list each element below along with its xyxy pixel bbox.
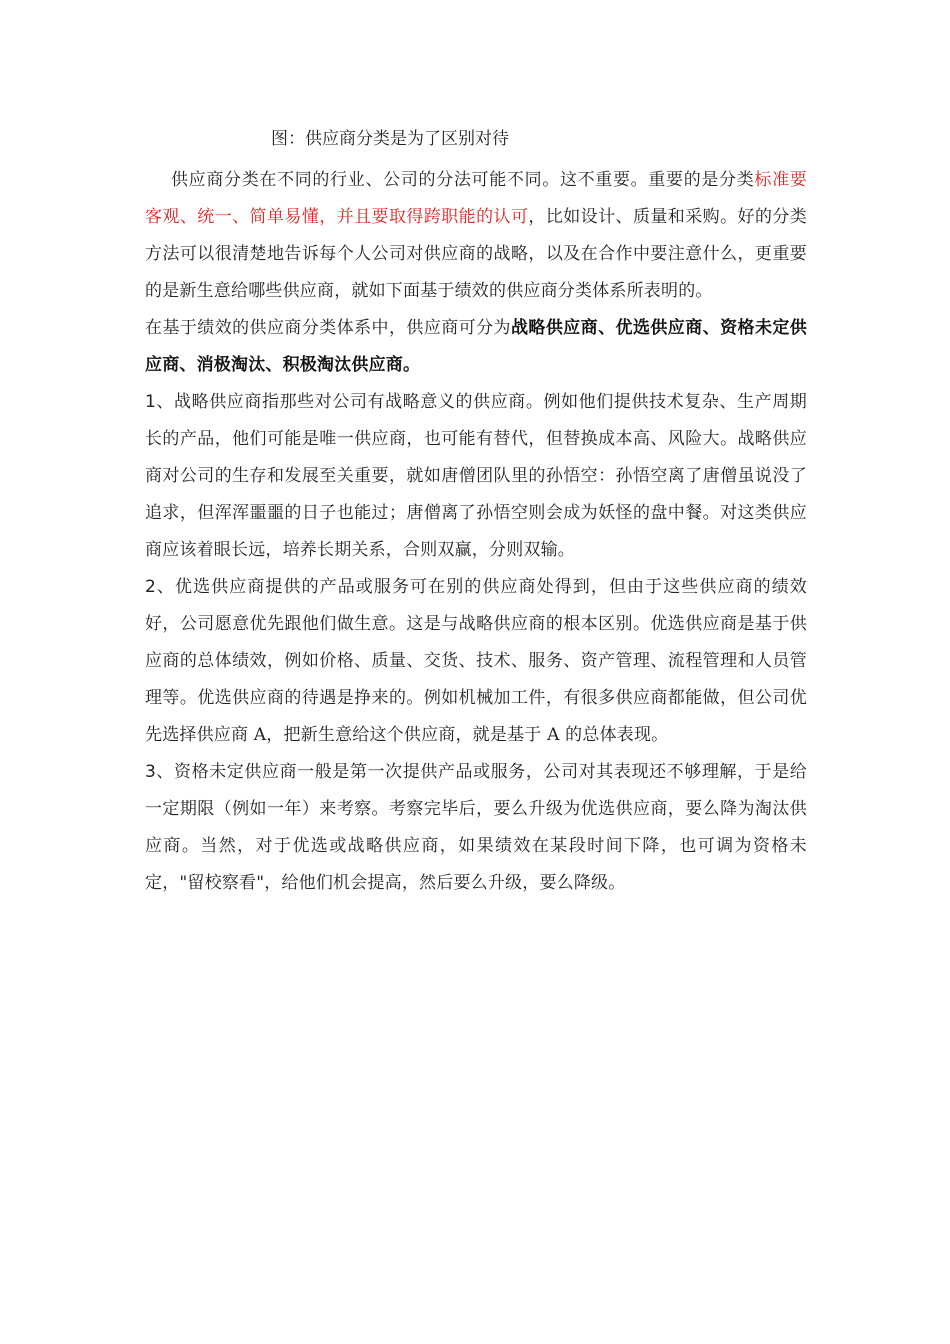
bold-text: 战略供应商、优选供应商、资格未定供应商、消极淘汰、积极淘汰供应商。 (145, 318, 807, 375)
highlighted-text: 标准要客观、统一、简单易懂，并且要取得跨职能的认可 (145, 170, 807, 227)
document-body (145, 124, 807, 902)
list-item-unqualified-supplier (145, 754, 807, 902)
list-item-preferred-supplier (145, 569, 807, 754)
item-number: 1、 (145, 392, 175, 412)
item-text: 战略供应商指那些对公司有战略意义的供应商。例如他们提供技术复杂、生产周期长的产品，他们可能是唯一供应商，也可能有替代，但替换成本高、风险大。战略供应商对公司的生存和发展至关重要，就如唐僧团队里的孙悟空：孙悟空离了唐僧虽说没了追求，但浑浑噩噩的日子也能过；唐僧离了孙悟空则会成为妖怪的盘中餐。对这类供应商应该着眼长远，培养长期关系，合则双赢，分则双输。 (145, 392, 808, 560)
text-segment: 供应商分类在不同的行业、公司的分法可能不同。这不重要。重要的是分类 (171, 170, 755, 190)
figure-caption: 图：供应商分类是为了区别对待 (271, 129, 509, 149)
text-segment: 在基于绩效的供应商分类体系中，供应商可分为 (145, 318, 511, 338)
list-item-strategic-supplier (145, 384, 807, 569)
item-text: 优选供应商提供的产品或服务可在别的供应商处得到，但由于这些供应商的绩效好，公司愿意优先跟他们做生意。这是与战略供应商的根本区别。优选供应商是基于供应商的总体绩效，例如价格、质量、交货、技术、服务、资产管理、流程管理和人员管理等。优选供应商的待遇是挣来的。例如机械加工件，有很多供应商都能做，但公司优先选择供应商 A，把新生意给这个供应商，就是基于 A 的总体表现。 (145, 577, 807, 745)
item-number: 2、 (145, 577, 175, 597)
text-segment: ，比如设计、质量和采购。好的分类方法可以很清楚地告诉每个人公司对供应商的战略，以及在合作中要注意什么，更重要的是新生意给哪些供应商，就如下面基于绩效的供应商分类体系所表明的。 (145, 207, 807, 301)
paragraph-supplier-categories (145, 310, 807, 384)
item-number: 3、 (145, 762, 175, 782)
item-text: 资格未定供应商一般是第一次提供产品或服务，公司对其表现还不够理解，于是给一定期限（例如一年）来考察。考察完毕后，要么升级为优选供应商，要么降为淘汰供应商。当然，对于优选或战略供应商，如果绩效在某段时间下降，也可调为资格未定，"留校察看"，给他们机会提高，然后要么升级，要么降级。 (145, 762, 808, 893)
paragraph-classification-intro (145, 162, 807, 310)
